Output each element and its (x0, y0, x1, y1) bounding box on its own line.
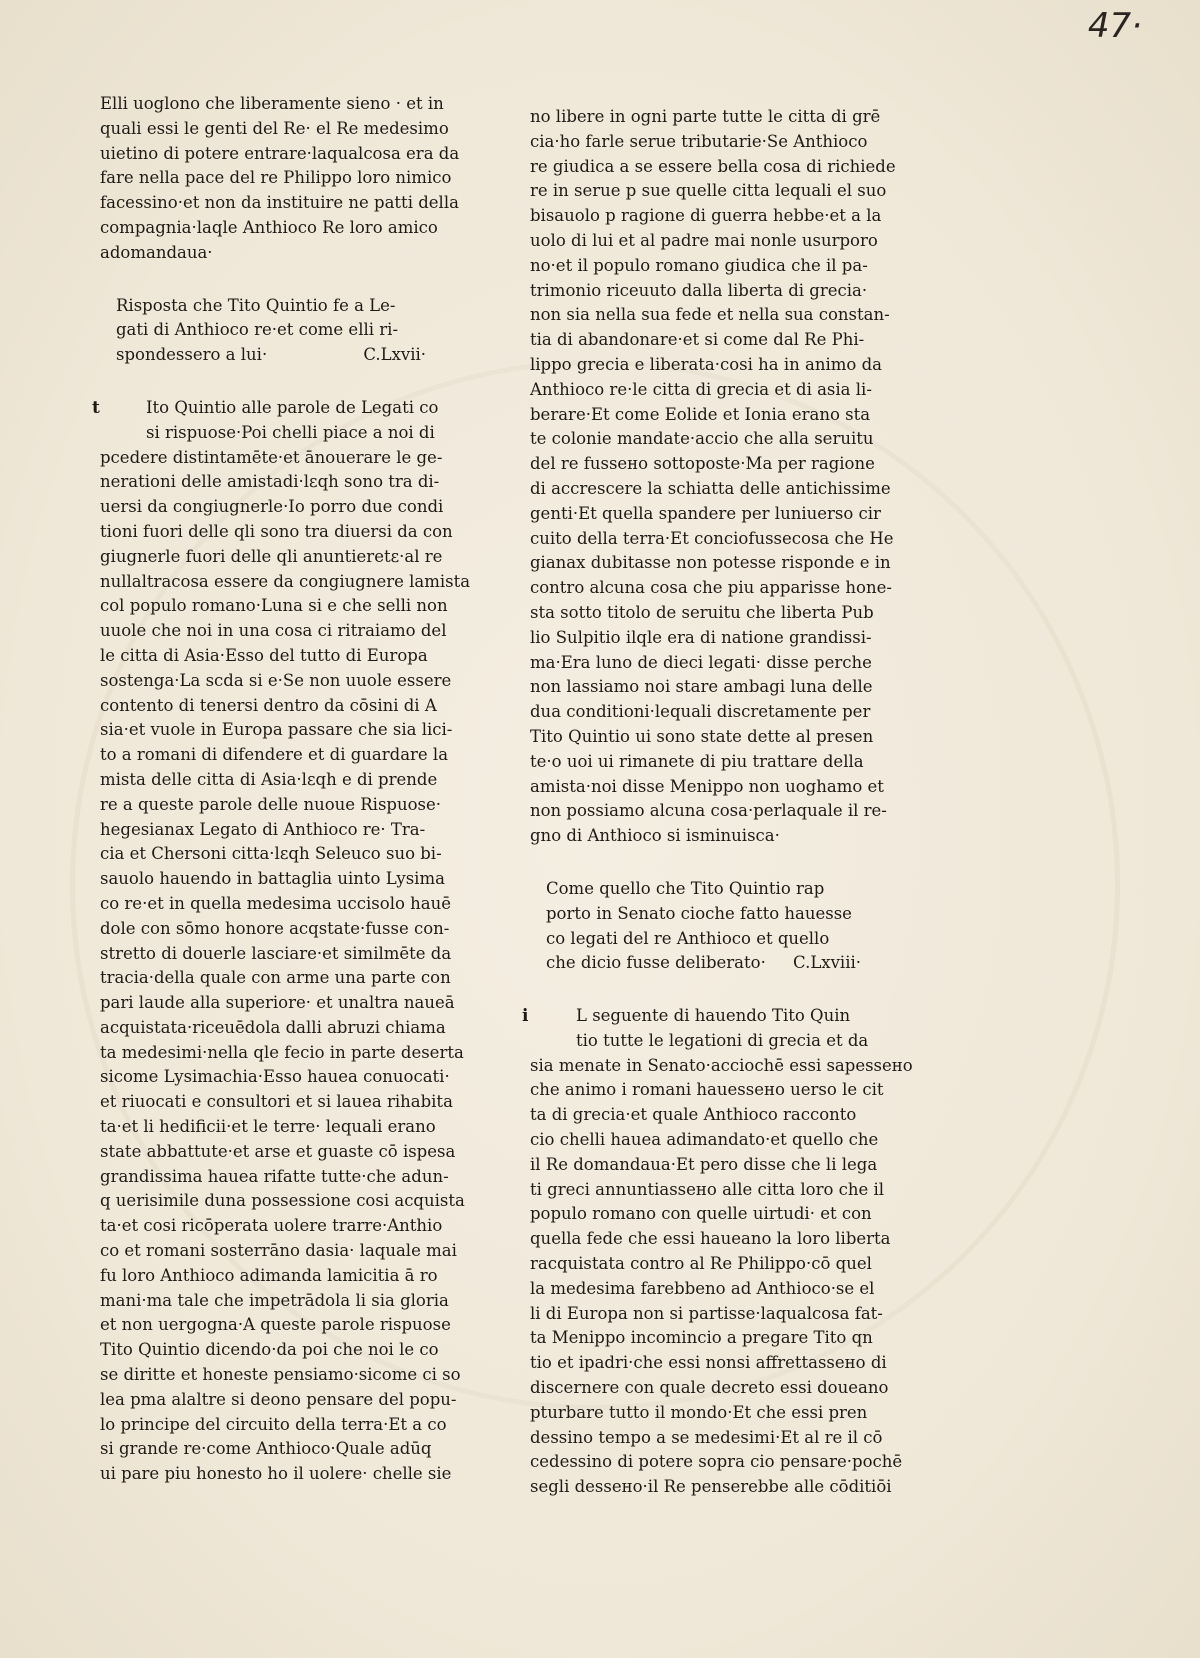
text-line: ui pare piu honesto ho il uolere· chelle sie (100, 1464, 452, 1484)
text-line: amista·noi disse Menippo non uoghamo et (530, 776, 884, 796)
text-line: lea pma alaltre si deono pensare del popu- (100, 1389, 457, 1409)
heading-line: co legati del re Anthioco et quello (546, 928, 830, 948)
heading-line-text: che dicio fusse deliberato· (546, 953, 766, 973)
text-line: populo romano con quelle uirtudi· et con (530, 1204, 872, 1224)
text-line: sta sotto titolo de seruitu che liberta Pub (530, 602, 874, 622)
heading-line: Come quello che Tito Quintio rap (546, 878, 825, 898)
text-line: lo principe del circuito della terra·Et a co (100, 1414, 447, 1434)
text-line: non lassiamo noi stare ambagi luna delle (530, 677, 873, 697)
text-line: li di Europa non si partisse·laqualcosa fat- (530, 1303, 883, 1323)
text-line: bisauolo p ragione di guerra hebbe·et a la (530, 206, 882, 226)
text-line: tio tutte le legationi di grecia et da (576, 1030, 869, 1050)
text-line: cia et Chersoni citta·lεqh Seleuco suo bi- (100, 844, 442, 864)
text-line: lippo grecia e liberata·cosi ha in animo da (530, 354, 882, 374)
text-line: dessino tempo a se medesimi·Et al re il cō (530, 1427, 883, 1447)
folio-number: 47· (1087, 6, 1142, 46)
text-line: nullaltracosa essere da congiugnere lamista (100, 571, 471, 591)
text-line: cia·ho farle serue tributarie·Se Anthioco (530, 131, 868, 151)
text-line: Ito Quintio alle parole de Legati co (146, 397, 439, 417)
text-line: segli dessено·il Re penserebbe alle cōditiōi (530, 1477, 892, 1497)
right-column (522, 105, 913, 1500)
text-line: pari laude alla superiore· et unaltra naueā (100, 993, 455, 1013)
text-line: uersi da congiugnerle·Io porro due condi (100, 497, 444, 517)
text-line: del re fussено sottoposte·Ma per ragione (530, 454, 875, 474)
text-line: ma·Era luno de dieci legati· disse perche (530, 652, 872, 672)
text-line: et non uergogna·A queste parole rispuose (100, 1315, 451, 1335)
text-line: che animo i romani hauessено uerso le cit (530, 1080, 884, 1100)
text-line: te·o uoi ui rimanete di piu trattare della (530, 751, 864, 771)
text-line: adomandaua· (100, 242, 213, 262)
text-line: si grande re·come Anthioco·Quale adūq (100, 1439, 432, 1459)
text-line: tioni fuori delle qli sono tra diuersi da con (100, 521, 453, 541)
initial-guide-letter: t (92, 397, 100, 418)
text-line: te colonie mandate·accio che alla seruitu (530, 429, 874, 449)
text-line: re a queste parole delle nuoue Rispuose· (100, 794, 442, 814)
text-line: ta medesimi·nella qle fecio in parte deserta (100, 1042, 464, 1062)
text-line: di accrescere la schiatta delle antichissime (530, 478, 891, 498)
text-line: Tito Quintio dicendo·da poi che noi le co (100, 1340, 439, 1360)
text-line: genti·Et quella spandere per luniuerso cir (530, 503, 881, 523)
text-line: co re·et in quella medesima uccisolo hauē (100, 893, 452, 913)
text-line: hegesianax Legato di Anthioco re· Tra- (100, 819, 426, 839)
text-line: co et romani sosterrāno dasia· laquale mai (100, 1241, 457, 1261)
text-line: ta·et cosi ricōperata uolere trarre·Anthio (100, 1216, 443, 1236)
left-chapter-heading (100, 294, 430, 368)
text-line: L seguente di hauendo Tito Quin (576, 1006, 851, 1026)
text-line: Tito Quintio ui sono state dette al presen (530, 726, 874, 746)
text-line: compagnia·laqle Anthioco Re loro amico (100, 217, 438, 237)
heading-line-text: spondessero a lui· (116, 345, 268, 365)
text-line: tracia·della quale con arme una parte con (100, 968, 451, 988)
text-line: se diritte et honeste pensiamo·sicome ci so (100, 1365, 461, 1385)
text-line: lio Sulpitio ilqle era di natione grandissi- (530, 627, 872, 647)
text-line: grandissima hauea rifatte tutte·che adun- (100, 1166, 449, 1186)
heading-line (116, 343, 430, 368)
text-line: dua conditioni·lequali discretamente per (530, 702, 871, 722)
text-line: quali essi le genti del Re· el Re medesimo (100, 118, 449, 138)
text-line: nerationi delle amistadi·lεqh sono tra di- (100, 472, 440, 492)
text-line: uolo di lui et al padre mai nonle usurporo (530, 230, 878, 250)
text-line: et riuocati e consultori et si lauea rihabita (100, 1092, 453, 1112)
left-intro-text (100, 92, 460, 266)
text-line: sauolo hauendo in battaglia uinto Lysima (100, 869, 445, 889)
text-line: Elli uoglono che liberamente sieno · et in (100, 94, 444, 113)
text-line: mista delle citta di Asia·lεqh e di prende (100, 769, 438, 789)
text-line: sia·et vuole in Europa passare che sia lici- (100, 720, 453, 740)
text-line: uuole che noi in una cosa ci ritraiamo del (100, 621, 447, 641)
text-line: cedessino di potere sopra cio pensare·pochē (530, 1452, 903, 1472)
text-line: sicome Lysimachia·Esso hauea conuocati· (100, 1067, 450, 1087)
text-line: col populo romano·Luna si e che selli non (100, 596, 448, 616)
chapter-number: C.Lxviii· (793, 953, 861, 973)
text-line: racquistata contro al Re Philippo·cō quel (530, 1254, 872, 1274)
text-line: dole con sōmo honore acqstate·fusse con- (100, 918, 450, 938)
text-line: le citta di Asia·Esso del tutto di Europa (100, 645, 428, 665)
text-line: ta·et li hedificii·et le terre· lequali erano (100, 1117, 436, 1137)
text-line: no·et il populo romano giudica che il pa- (530, 255, 868, 275)
right-chapter-body (522, 1004, 913, 1500)
text-line: no libere in ogni parte tutte le citta di grē (530, 107, 881, 126)
text-line: re in serue p sue quelle citta lequali el suo (530, 181, 887, 201)
text-line: pcedere distintamēte·et ānouerare le ge- (100, 447, 443, 467)
heading-line (546, 951, 865, 976)
text-line: gno di Anthioco si isminuisca· (530, 826, 780, 846)
heading-line: gati di Anthioco re·et come elli ri- (116, 320, 399, 340)
text-line: mani·ma tale che impetrādola li sia gloria (100, 1290, 449, 1310)
text-line: trimonio riceuuto dalla liberta di grecia· (530, 280, 868, 300)
text-line: q uerisimile duna possessione cosi acquista (100, 1191, 465, 1211)
text-line: facessino·et non da instituire ne patti della (100, 193, 459, 213)
text-line: gianax dubitasse non potesse risponde e in (530, 553, 891, 573)
right-intro-text (530, 105, 896, 849)
heading-line: porto in Senato cioche fatto hauesse (546, 903, 852, 923)
text-line: non sia nella sua fede et nella sua constan- (530, 305, 890, 325)
text-line: quella fede che essi haueano la loro liberta (530, 1229, 891, 1249)
text-line: sia menate in Senato·acciochē essi sapessено (530, 1055, 913, 1075)
text-line: stretto di douerle lasciare·et similmēte da (100, 943, 452, 963)
chapter-number: C.Lxvii· (363, 345, 426, 365)
text-line: non possiamo alcuna cosa·perlaquale il re- (530, 801, 887, 821)
text-line: acquistata·riceuēdola dalli abruzi chiama (100, 1017, 446, 1037)
text-line: tia di abandonare·et si come dal Re Phi- (530, 330, 865, 350)
text-line: ta di grecia·et quale Anthioco racconto (530, 1105, 857, 1125)
text-line: uietino di potere entrare·laqualcosa era da (100, 143, 460, 163)
text-line: discernere con quale decreto essi doueano (530, 1378, 889, 1398)
left-column (92, 92, 471, 1487)
text-line: fu loro Anthioco adimanda lamicitia ā ro (100, 1265, 438, 1285)
text-line: cuito della terra·Et conciofussecosa che He (530, 528, 894, 548)
right-chapter-heading (530, 877, 865, 976)
text-line: to a romani di difendere et di guardare la (100, 745, 449, 765)
text-line: sostenga·La scda si e·Se non uuole essere (100, 670, 452, 690)
text-line: la medesima farebbeno ad Anthioco·se el (530, 1278, 875, 1298)
text-line: ti greci annuntiassено alle citta loro che il (530, 1179, 885, 1199)
heading-line: Risposta che Tito Quintio fe a Le- (116, 295, 396, 315)
text-line: pturbare tutto il mondo·Et che essi pren (530, 1402, 868, 1422)
text-line: contro alcuna cosa che piu apparisse hone- (530, 578, 892, 598)
text-line: berare·Et come Eolide et Ionia erano sta (530, 404, 871, 424)
text-line: il Re domandaua·Et pero disse che li lega (530, 1154, 878, 1174)
text-line: fare nella pace del re Philippo loro nimico (100, 168, 452, 188)
text-line: giugnerle fuori delle qli anuntieretε·al re (100, 546, 443, 566)
left-chapter-body (92, 396, 471, 1487)
text-line: cio chelli hauea adimandato·et quello che (530, 1130, 879, 1150)
initial-guide-letter: i (522, 1006, 529, 1027)
text-line: si rispuose·Poi chelli piace a noi di (146, 422, 435, 442)
text-line: state abbattute·et arse et guaste cō ispesa (100, 1141, 456, 1161)
text-line: Anthioco re·le citta di grecia et di asia li- (530, 379, 872, 399)
text-line: ta Menippo incomincio a pregare Tito qn (530, 1328, 873, 1348)
text-line: contento di tenersi dentro da cōsini di A (100, 695, 437, 715)
text-line: tio et ipadri·che essi nonsi affrettassено di (530, 1353, 887, 1373)
text-line: re giudica a se essere bella cosa di richiede (530, 156, 896, 176)
